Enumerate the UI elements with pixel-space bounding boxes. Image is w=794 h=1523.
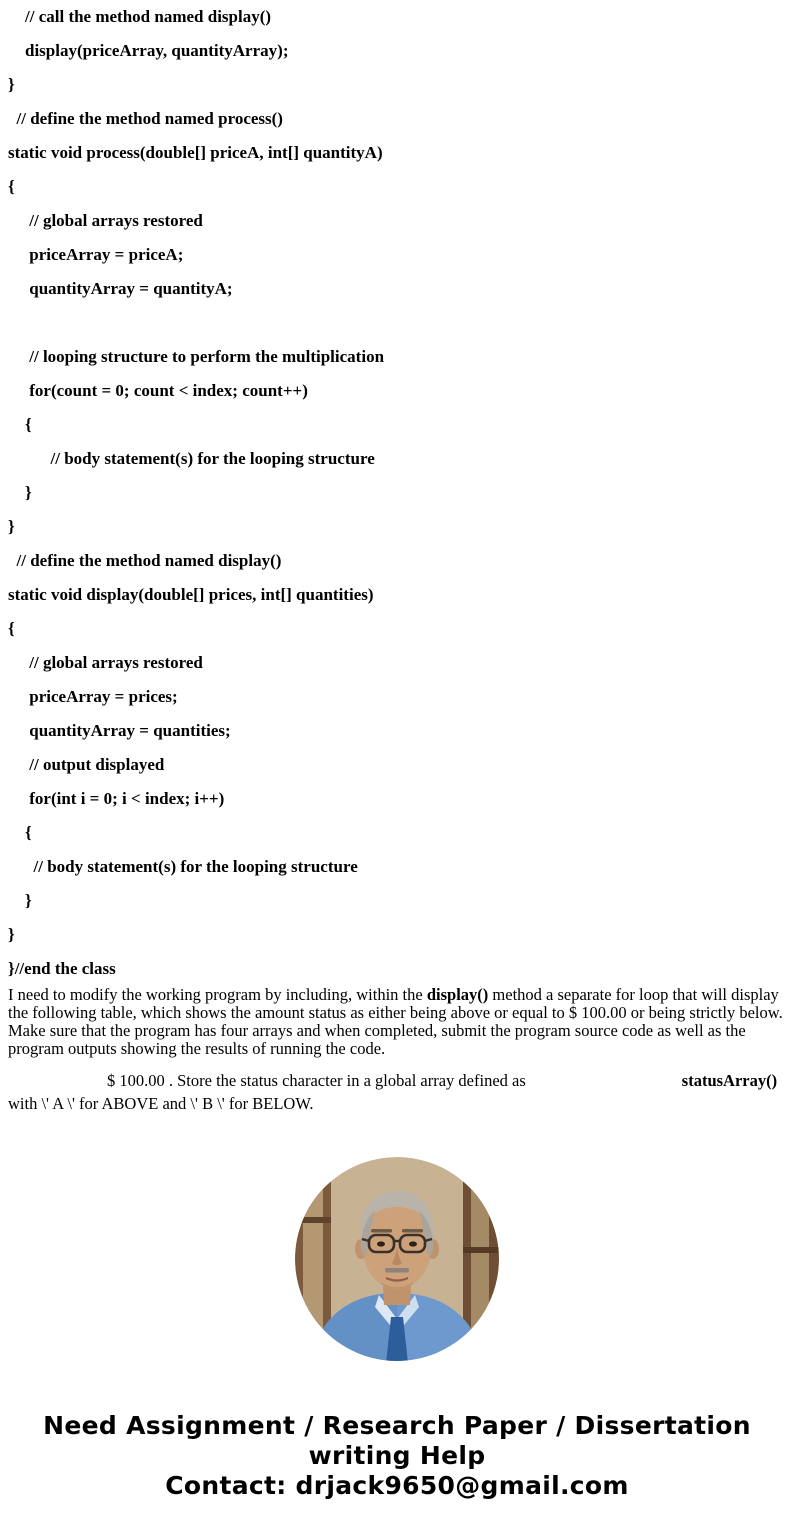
code-line: }//end the class — [8, 959, 116, 978]
profile-photo-container — [0, 1157, 794, 1361]
display-method-emphasis: display() — [426, 985, 489, 1004]
footer-promo — [0, 1411, 794, 1501]
code-line: // global arrays restored — [8, 653, 203, 672]
paragraph-text: I need to modify the working program by including, within the — [8, 985, 427, 1004]
code-line: // define the method named display() — [8, 551, 282, 570]
code-line: { — [8, 823, 32, 842]
code-line: { — [8, 177, 15, 196]
code-line: for(int i = 0; i < index; i++) — [8, 789, 225, 808]
footer-contact-email: Contact: drjack9650@gmail.com — [165, 1471, 629, 1500]
code-line: // define the method named process() — [8, 109, 283, 128]
paragraph-text: with \' A \' for ABOVE and \' B \' for BELOW. — [8, 1094, 314, 1113]
code-line: for(count = 0; count < index; count++) — [8, 381, 308, 400]
code-line: // body statement(s) for the looping structure — [8, 449, 375, 468]
code-line: static void process(double[] priceA, int[] quantityA) — [8, 143, 383, 162]
code-line: quantityArray = quantityA; — [8, 279, 233, 298]
assignment-description-paragraph — [0, 986, 794, 1058]
code-line: // body statement(s) for the looping structure — [8, 857, 358, 876]
code-line: display(priceArray, quantityArray); — [8, 41, 289, 60]
code-line: // looping structure to perform the multiplication — [8, 347, 385, 366]
status-array-emphasis: statusArray() — [681, 1071, 778, 1090]
code-line — [8, 306, 786, 340]
code-line: priceArray = priceA; — [8, 245, 184, 264]
code-line: quantityArray = quantities; — [8, 721, 231, 740]
code-line: } — [8, 483, 32, 502]
status-array-line — [8, 1072, 786, 1095]
code-line: { — [8, 415, 32, 434]
code-line: } — [8, 891, 32, 910]
paragraph-text: method a separate for loop that will display the following table, which shows the amount status as either being above or equal to $ 100.00 or being strictly below. Make sure that the program has four arrays and when completed, submit the program source code as well as the program outputs showing the results of running the code. — [8, 985, 783, 1058]
code-line: { — [8, 619, 15, 638]
status-array-paragraph — [0, 1072, 794, 1113]
code-line: // call the method named display() — [8, 7, 272, 26]
code-line: // global arrays restored — [8, 211, 203, 230]
code-line: // output displayed — [8, 755, 165, 774]
code-line: } — [8, 517, 15, 536]
profile-photo — [295, 1157, 499, 1361]
code-line: } — [8, 75, 15, 94]
code-line: priceArray = prices; — [8, 687, 178, 706]
code-line: static void display(double[] prices, int[] quantities) — [8, 585, 374, 604]
code-line: } — [8, 925, 15, 944]
footer-heading: Need Assignment / Research Paper / Dissertation writing Help — [43, 1411, 751, 1470]
paragraph-text: $ 100.00 . Store the status character in a global array defined as — [107, 1071, 526, 1090]
